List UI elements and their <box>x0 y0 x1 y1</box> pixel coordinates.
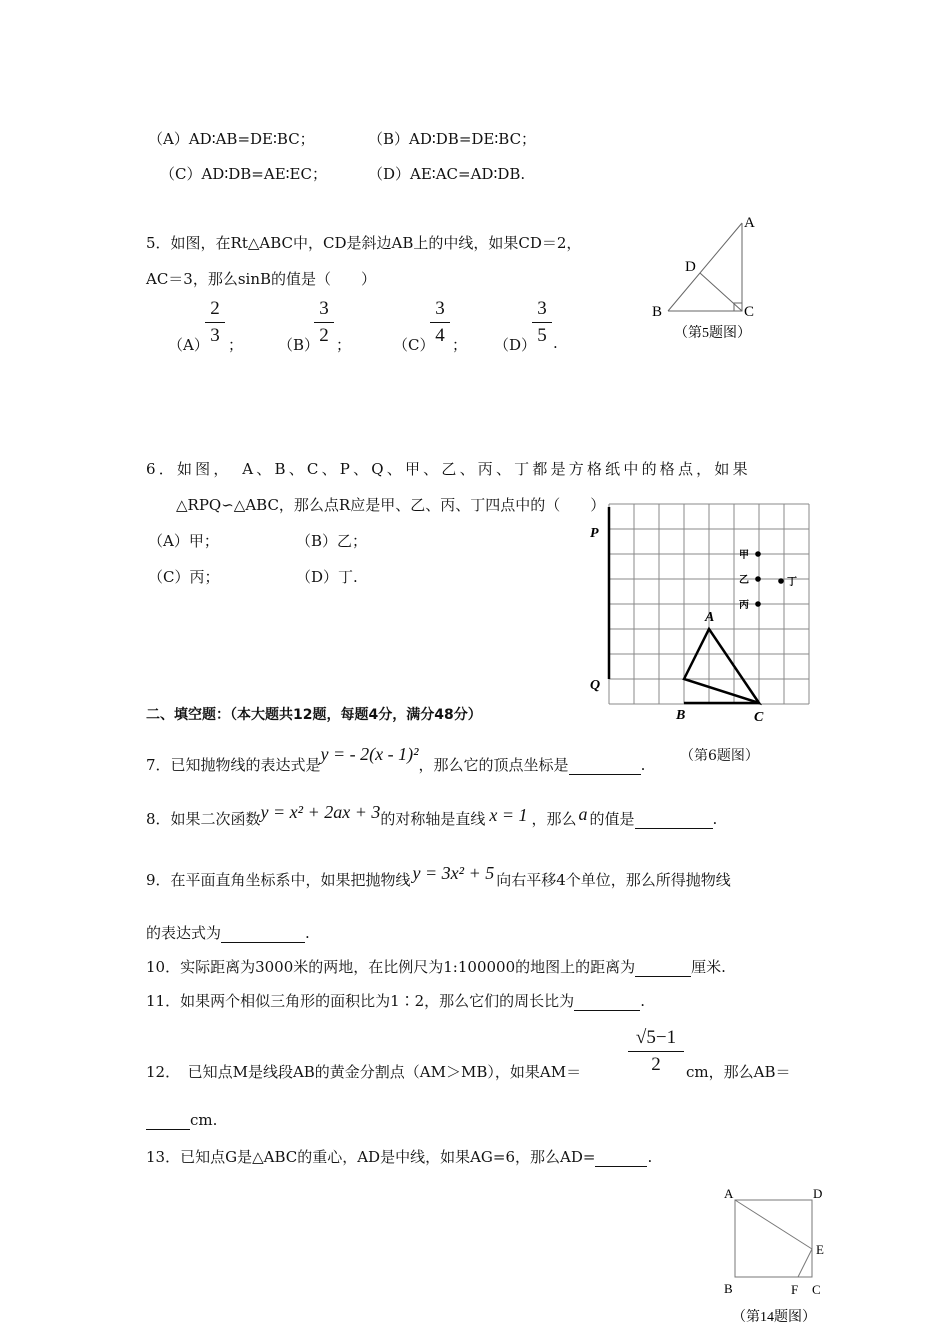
q6-text-line2: △RPQ∽△ABC，那么点R应是甲、乙、丙、丁四点中的（ ） <box>176 496 606 514</box>
q6-label-yi: 乙 <box>739 575 749 586</box>
q12-text-line2 <box>146 1111 217 1130</box>
q5-option-b-end: ； <box>336 336 352 354</box>
q6-label-jia: 甲 <box>739 550 749 561</box>
q6-option-d: （D）丁. <box>296 568 358 586</box>
q14-figure <box>710 1180 850 1344</box>
q4-option-c: （C）AD∶DB=AE∶EC； <box>160 165 327 183</box>
q12-text-before: 12． 已知点M是线段AB的黄金分割点（AM＞MB），如果AM＝ <box>146 1063 582 1081</box>
q5-fig-median-cd <box>700 273 742 311</box>
q5-option-a-denominator: 3 <box>210 325 220 346</box>
q5-text-line2: AC＝3，那么sinB的值是（ ） <box>146 270 377 288</box>
q11-text-before: 11．如果两个相似三角形的面积比为1∶2，那么它们的周长比为 <box>146 992 575 1010</box>
q6-label-b: B <box>676 708 686 723</box>
q5-option-c-end: ； <box>452 336 468 354</box>
q9-text-line2 <box>146 922 310 943</box>
q5-option-b-denominator: 2 <box>319 325 329 346</box>
q6-point-yi <box>755 576 761 582</box>
q8-formula: y = x² + 2ax + 3 <box>260 802 381 822</box>
q14-fig-segment-ae <box>735 1200 812 1249</box>
q5-option-c-label: （C） <box>393 336 435 354</box>
q11-answer-blank <box>574 992 640 1011</box>
q6-option-c: （C）丙； <box>148 568 220 586</box>
q5-option-c-denominator: 4 <box>435 325 445 346</box>
q9-text-before: 9．在平面直角坐标系中，如果把抛物线 <box>146 871 411 889</box>
q5-option-d-fraction <box>532 298 552 347</box>
q12-denominator: 2 <box>651 1054 661 1075</box>
q13-text <box>146 1146 652 1167</box>
q6-label-ding: 丁 <box>787 577 797 588</box>
q14-fig-label-e: E <box>816 1242 824 1257</box>
q14-fig-square <box>735 1200 812 1277</box>
q13-text-end: . <box>647 1148 653 1166</box>
q6-point-ding <box>778 578 784 584</box>
q9-line2-text: 的表达式为 <box>146 924 222 942</box>
q6-label-c: C <box>754 710 764 725</box>
q14-fig-label-d: D <box>813 1186 823 1201</box>
q5-fig-caption: （第5题图） <box>674 326 751 341</box>
q14-fig-label-c: C <box>812 1282 821 1297</box>
q5-option-c-numerator: 3 <box>435 298 445 319</box>
q14-fig-caption: （第14题图） <box>732 1310 816 1325</box>
q6-figure-caption: （第6题图） <box>680 748 759 764</box>
q6-point-jia <box>755 551 761 557</box>
q5-option-b-fraction <box>314 298 334 347</box>
q7-formula: y = - 2(x - 1)² <box>320 744 419 764</box>
q8-text-end: . <box>712 810 718 828</box>
q8-text-after: 的值是 <box>589 810 635 828</box>
q12-line2-text: cm. <box>190 1111 218 1129</box>
q6-label-q: Q <box>590 678 601 693</box>
q5-fig-label-c: C <box>744 304 755 320</box>
q12-answer-blank <box>146 1111 190 1130</box>
q5-option-d-denominator: 5 <box>537 325 547 346</box>
q6-triangle-abc <box>684 629 759 703</box>
q7-text-end: . <box>640 756 646 774</box>
q5-option-a-fraction <box>205 298 225 347</box>
q10-text-after: 厘米. <box>691 958 726 976</box>
section-2-title: 二、填空题：（本大题共12题，每题4分，满分48分） <box>146 707 482 723</box>
q6-text-line1: 6．如图， A、B、C、P、Q、甲、乙、丙、丁都是方格纸中的格点，如果 <box>146 460 751 478</box>
q7-text-after: ，那么它的顶点坐标是 <box>418 756 569 774</box>
q5-figure <box>640 205 780 345</box>
q5-fig-side-ab <box>668 223 742 311</box>
q9-formula: y = 3x² + 5 <box>412 863 495 883</box>
q14-fig-label-b: B <box>724 1281 733 1296</box>
q6-label-bing: 丙 <box>739 600 749 611</box>
q12-text-after: cm，那么AB＝ <box>686 1063 791 1081</box>
q13-text-before: 13．已知点G是△ABC的重心，AD是中线，如果AG=6，那么AD= <box>146 1148 596 1166</box>
q8-text <box>146 802 718 829</box>
q5-option-b-numerator: 3 <box>319 298 329 319</box>
q14-fig-label-f: F <box>791 1282 799 1297</box>
q12-numerator: √5−1 <box>635 1027 677 1048</box>
q5-text-line1: 5．如图，在Rt△ABC中，CD是斜边AB上的中线，如果CD＝2， <box>146 234 582 252</box>
q6-grid-lines <box>609 504 809 704</box>
q4-option-a: （A）AD∶AB=DE∶BC； <box>148 130 315 148</box>
q9-answer-blank <box>221 924 305 943</box>
q5-option-a-end: ； <box>228 336 244 354</box>
q5-option-d-label: （D） <box>494 336 537 354</box>
q5-option-c-fraction <box>430 298 450 347</box>
q6-grid-figure <box>580 495 820 730</box>
q10-text <box>146 956 726 977</box>
q8-text-before: 8．如果二次函数 <box>146 810 261 828</box>
q8-answer-blank <box>635 810 713 829</box>
q11-text <box>146 990 645 1011</box>
q14-fig-segment-ef <box>798 1249 812 1277</box>
q8-formula-axis: x = 1 <box>489 805 528 825</box>
q6-label-p: P <box>590 526 599 541</box>
q8-variable-a: a <box>578 804 588 824</box>
q4-option-b: （B）AD∶DB=DE∶BC； <box>368 130 537 148</box>
q14-fig-label-a: A <box>724 1186 734 1201</box>
q10-text-before: 10．实际距离为3000米的两地，在比例尺为1:100000的地图上的距离为 <box>146 958 636 976</box>
q5-option-d-end: . <box>553 334 558 352</box>
q9-text-line1 <box>146 863 731 890</box>
q4-option-d: （D）AE∶AC=AD∶DB. <box>368 165 526 183</box>
q5-option-a-label: （A） <box>168 336 209 354</box>
q6-label-a: A <box>705 610 715 625</box>
q5-option-a-numerator: 2 <box>210 298 220 319</box>
q13-answer-blank <box>595 1148 647 1167</box>
q6-point-bing <box>755 601 761 607</box>
q5-option-b-label: （B） <box>278 336 320 354</box>
q9-text-end: . <box>305 924 310 942</box>
q10-answer-blank <box>635 958 691 977</box>
q5-option-d-numerator: 3 <box>537 298 547 319</box>
q6-option-b: （B）乙； <box>296 532 368 550</box>
q5-fig-label-d: D <box>685 259 696 275</box>
q5-fig-label-b: B <box>652 304 663 320</box>
q7-answer-blank <box>569 756 641 775</box>
q12-fraction <box>628 1027 684 1076</box>
q7-text-before: 7．已知抛物线的表达式是 <box>146 756 321 774</box>
q8-text-mid: 的对称轴是直线 <box>380 810 486 828</box>
q6-option-a: （A）甲； <box>148 532 219 550</box>
q5-fig-label-a: A <box>744 215 755 231</box>
q11-text-end: . <box>640 992 645 1010</box>
q9-text-after: 向右平移4个单位，那么所得抛物线 <box>496 871 731 889</box>
q8-text-mid2: ，那么 <box>531 810 577 828</box>
q7-text <box>146 744 646 775</box>
